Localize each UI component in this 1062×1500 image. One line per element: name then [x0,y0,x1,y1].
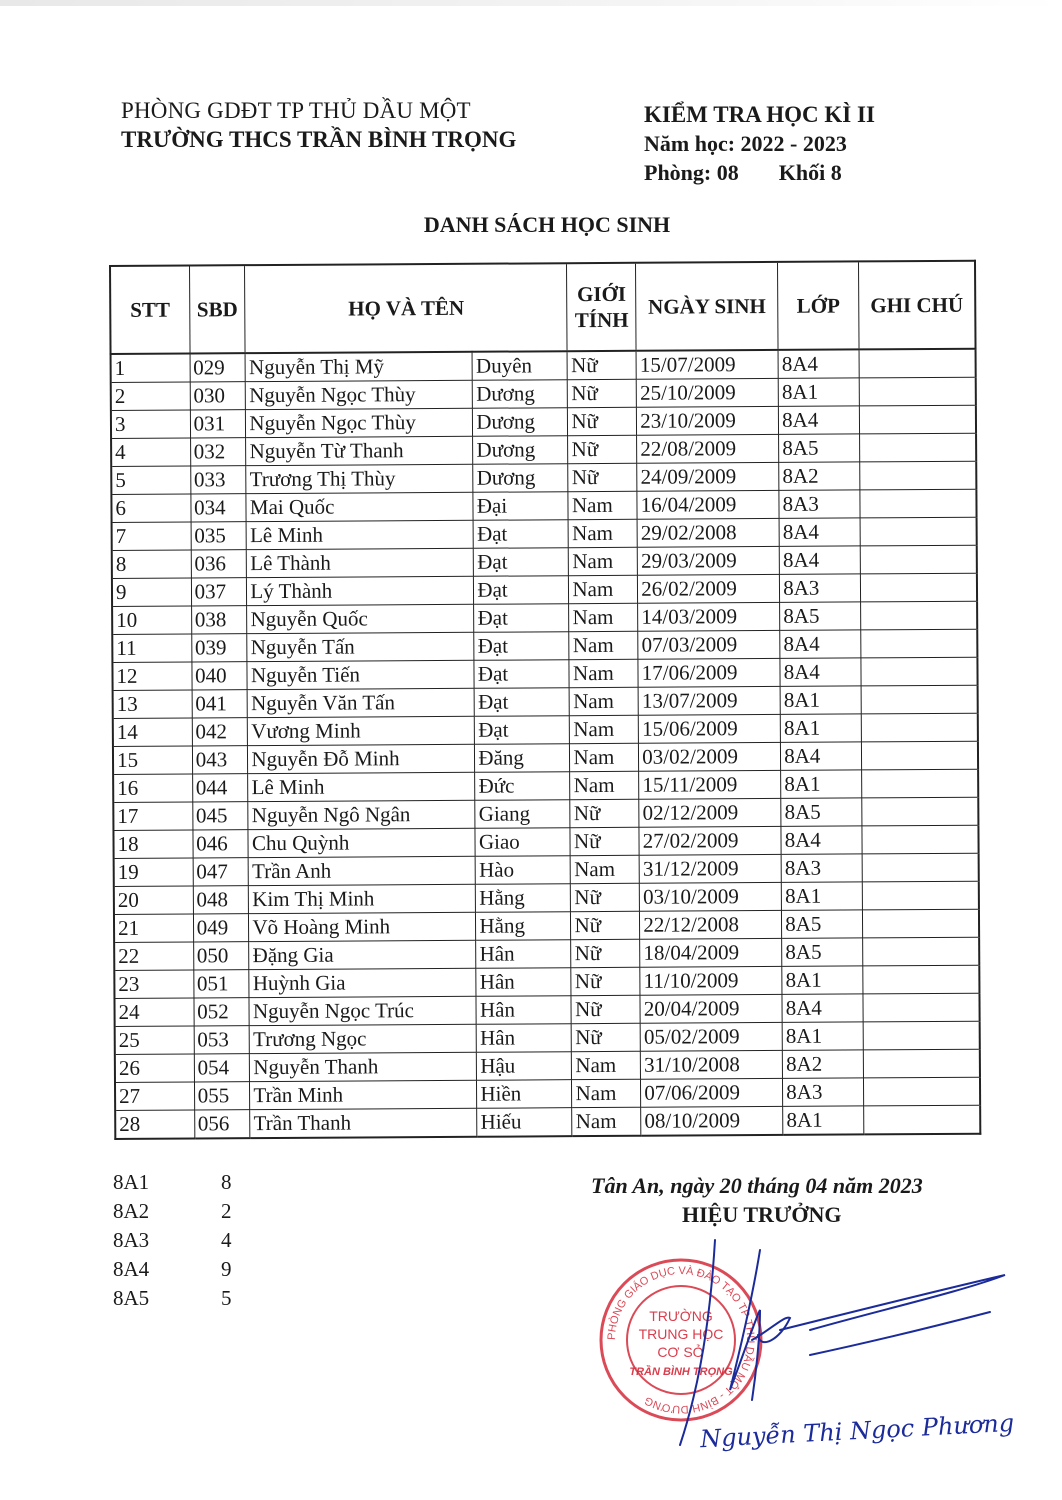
cell-sbd: 052 [194,998,250,1026]
cell-dob: 03/10/2009 [640,882,782,911]
cell-class: 8A4 [780,658,861,686]
cell-first-name: Đạt [474,576,569,605]
cell-stt: 24 [114,998,193,1026]
cell-first-name: Đăng [475,744,570,773]
cell-last-middle-name: Trần Minh [250,1080,477,1109]
cell-class: 8A4 [779,546,860,574]
cell-class: 8A4 [780,630,861,658]
cell-first-name: Đạt [474,632,569,661]
cell-note [860,517,977,546]
room-number: Phòng: 08 [644,160,739,185]
cell-gender: Nam [570,715,639,743]
cell-last-middle-name: Võ Hoàng Minh [249,912,476,941]
cell-sbd: 049 [193,914,249,942]
cell-class: 8A3 [783,1078,864,1106]
cell-first-name: Hân [476,968,571,997]
signer-name: Nguyễn Thị Ngọc Phương [699,1408,1015,1454]
cell-class: 8A2 [779,462,860,490]
cell-dob: 08/10/2009 [641,1106,783,1135]
cell-stt: 25 [115,1026,194,1054]
cell-last-middle-name: Chu Quỳnh [248,828,475,857]
cell-class: 8A5 [782,910,863,938]
cell-sbd: 056 [194,1110,250,1139]
cell-dob: 27/02/2009 [639,826,781,855]
cell-class: 8A3 [781,854,862,882]
cell-stt: 27 [115,1082,194,1110]
cell-gender: Nữ [568,379,637,407]
cell-dob: 26/02/2009 [638,574,780,603]
scan-top-edge [0,0,1062,6]
cell-gender: Nam [572,1079,641,1107]
cell-gender: Nữ [571,967,640,995]
stamp-line3: CƠ SỞ [657,1344,705,1360]
cell-first-name: Đạt [474,660,569,689]
cell-stt: 23 [114,970,193,998]
stamp-line4: TRẦN BÌNH TRỌNG [629,1366,733,1378]
cell-first-name: Hân [476,996,571,1025]
cell-gender: Nam [570,771,639,799]
cell-class: 8A5 [779,434,860,462]
cell-gender: Nam [571,855,640,883]
cell-last-middle-name: Huỳnh Gia [249,968,476,997]
school-name: TRƯỜNG THCS TRẦN BÌNH TRỌNG [121,127,517,152]
cell-stt: 15 [113,746,192,774]
cell-first-name: Dương [473,380,568,409]
summary-count: 4 [221,1228,232,1252]
table-header-row [110,261,976,354]
cell-note [862,853,979,882]
cell-sbd: 051 [193,970,249,998]
cell-class: 8A5 [782,938,863,966]
summary-row [113,1284,241,1313]
summary-class: 8A2 [113,1199,150,1223]
cell-stt: 1 [111,354,190,383]
cell-class: 8A1 [782,1022,863,1050]
cell-dob: 31/12/2009 [639,854,781,883]
cell-gender: Nam [570,687,639,715]
cell-stt: 19 [114,858,193,886]
cell-first-name: Hằng [476,912,571,941]
cell-first-name: Đạt [474,548,569,577]
cell-note [862,797,979,826]
summary-class: 8A3 [113,1228,150,1252]
cell-class: 8A4 [782,994,863,1022]
header-gender [567,263,636,351]
cell-dob: 02/12/2009 [639,798,781,827]
cell-note [859,433,976,462]
cell-note [863,1077,980,1106]
cell-dob: 22/08/2009 [637,434,779,463]
cell-sbd: 054 [194,1054,250,1082]
cell-note [859,349,976,378]
summary-count: 5 [221,1286,232,1310]
cell-stt: 28 [115,1110,194,1139]
cell-sbd: 041 [192,690,248,718]
cell-stt: 12 [112,662,191,690]
cell-first-name: Đạt [474,688,569,717]
cell-sbd: 034 [191,494,247,522]
cell-class: 8A3 [779,490,860,518]
cell-note [861,657,978,686]
header-dob: NGÀY SINH [636,262,778,351]
cell-note [863,1049,980,1078]
signer-title: HIỆU TRƯỞNG [682,1202,842,1227]
cell-last-middle-name: Mai Quốc [246,492,473,521]
cell-last-middle-name: Nguyễn Tấn [247,632,474,661]
cell-gender: Nữ [571,939,640,967]
exam-title: KIỂM TRA HỌC KÌ II [644,102,875,127]
cell-stt: 8 [112,550,191,578]
cell-class: 8A1 [780,686,861,714]
summary-class: 8A1 [113,1170,150,1194]
cell-sbd: 030 [190,382,246,410]
cell-gender: Nữ [570,799,639,827]
cell-stt: 9 [112,578,191,606]
cell-stt: 21 [114,914,193,942]
cell-note [859,405,976,434]
cell-note [861,629,978,658]
cell-last-middle-name: Nguyễn Thị Mỹ [245,352,472,382]
cell-sbd: 044 [192,774,248,802]
cell-note [862,909,979,938]
cell-sbd: 047 [193,858,249,886]
summary-row [113,1226,241,1255]
header-name: HỌ VÀ TÊN [245,263,568,353]
cell-stt: 13 [113,690,192,718]
cell-note [859,377,976,406]
cell-note [860,489,977,518]
cell-sbd: 040 [192,662,248,690]
header-note: GHI CHÚ [858,261,975,350]
summary-row [113,1168,241,1197]
cell-stt: 22 [114,942,193,970]
cell-first-name: Hậu [477,1052,572,1081]
cell-class: 8A5 [780,602,861,630]
room-grade-line [644,158,875,187]
cell-dob: 15/06/2009 [638,714,780,743]
cell-note [861,685,978,714]
cell-last-middle-name: Trần Thanh [250,1108,477,1138]
cell-gender: Nam [569,575,638,603]
cell-gender: Nam [568,491,637,519]
cell-stt: 2 [111,382,190,410]
cell-last-middle-name: Nguyễn Ngọc Trúc [249,996,476,1025]
summary-count: 8 [221,1170,232,1194]
cell-note [862,881,979,910]
cell-note [861,741,978,770]
cell-sbd: 037 [191,578,247,606]
summary-count: 9 [221,1257,232,1281]
class-summary [113,1168,241,1313]
summary-class: 8A5 [113,1286,150,1310]
cell-last-middle-name: Nguyễn Thanh [250,1052,477,1081]
cell-first-name: Đạt [475,716,570,745]
cell-first-name: Dương [473,464,568,493]
cell-dob: 14/03/2009 [638,602,780,631]
school-year: Năm học: 2022 - 2023 [644,131,847,156]
cell-gender: Nữ [571,995,640,1023]
document-title: DANH SÁCH HỌC SINH [423,212,671,237]
cell-last-middle-name: Kim Thị Minh [249,884,476,913]
cell-class: 8A1 [782,966,863,994]
cell-last-middle-name: Lê Thành [247,548,474,577]
cell-dob: 24/09/2009 [637,462,779,491]
cell-dob: 11/10/2009 [640,966,782,995]
cell-class: 8A4 [778,349,859,378]
cell-first-name: Giao [475,828,570,857]
cell-first-name: Giang [475,800,570,829]
cell-note [860,461,977,490]
cell-first-name: Đạt [474,604,569,633]
cell-class: 8A4 [779,518,860,546]
cell-stt: 16 [113,774,192,802]
cell-stt: 11 [112,634,191,662]
header-right [644,100,875,187]
cell-gender: Nam [570,743,639,771]
cell-first-name: Hân [477,1024,572,1053]
cell-first-name: Hiếu [477,1108,572,1137]
cell-note [861,713,978,742]
signing-date: Tân An, ngày 20 tháng 04 năm 2023 [591,1173,923,1198]
summary-row [113,1197,241,1226]
cell-last-middle-name: Nguyễn Ngọc Thùy [246,380,473,409]
cell-last-middle-name: Nguyễn Ngọc Thùy [246,408,473,437]
cell-stt: 7 [112,522,191,550]
cell-sbd: 048 [193,886,249,914]
cell-dob: 13/07/2009 [638,686,780,715]
cell-note [863,1021,980,1050]
cell-stt: 4 [111,438,190,466]
header-class: LỚP [778,261,859,349]
cell-stt: 20 [114,886,193,914]
cell-sbd: 045 [192,802,248,830]
cell-gender: Nữ [568,435,637,463]
table-body [111,349,981,1139]
summary-row [113,1255,241,1284]
cell-gender: Nam [569,547,638,575]
cell-gender: Nam [569,631,638,659]
cell-sbd: 046 [193,830,249,858]
cell-class: 8A4 [779,406,860,434]
cell-dob: 22/12/2008 [640,910,782,939]
cell-sbd: 029 [190,353,246,382]
cell-first-name: Duyên [472,351,567,380]
cell-last-middle-name: Trần Anh [249,856,476,885]
cell-last-middle-name: Nguyễn Từ Thanh [246,436,473,465]
cell-first-name: Dương [473,408,568,437]
cell-gender: Nam [569,519,638,547]
cell-gender: Nữ [568,351,637,380]
cell-last-middle-name: Lý Thành [247,576,474,605]
cell-last-middle-name: Nguyễn Quốc [247,604,474,633]
cell-note [860,601,977,630]
summary-count: 2 [221,1199,232,1223]
cell-sbd: 035 [191,522,247,550]
cell-stt: 6 [111,494,190,522]
cell-class: 8A1 [781,882,862,910]
cell-class: 8A1 [778,378,859,406]
cell-last-middle-name: Nguyễn Ngô Ngân [248,800,475,829]
cell-note [863,937,980,966]
cell-note [863,965,980,994]
cell-last-middle-name: Nguyễn Văn Tấn [247,688,474,717]
department-name: PHÒNG GDĐT TP THỦ DẦU MỘT [121,98,471,123]
cell-stt: 17 [113,802,192,830]
cell-last-middle-name: Trương Thị Thùy [246,464,473,493]
cell-last-middle-name: Đặng Gia [249,940,476,969]
grade-level: Khối 8 [778,160,842,185]
cell-stt: 14 [113,718,192,746]
cell-class: 8A5 [781,798,862,826]
cell-first-name: Hiền [477,1080,572,1109]
cell-dob: 16/04/2009 [637,490,779,519]
cell-gender: Nữ [571,911,640,939]
cell-dob: 29/03/2009 [637,546,779,575]
cell-note [862,769,979,798]
cell-note [862,825,979,854]
cell-first-name: Đức [475,772,570,801]
cell-first-name: Dương [473,436,568,465]
cell-gender: Nữ [568,407,637,435]
cell-dob: 17/06/2009 [638,658,780,687]
cell-stt: 3 [111,410,190,438]
cell-last-middle-name: Nguyễn Tiến [247,660,474,689]
cell-gender: Nam [569,603,638,631]
cell-class: 8A3 [780,574,861,602]
cell-note [864,1105,981,1134]
cell-class: 8A1 [781,770,862,798]
cell-class: 8A4 [781,742,862,770]
cell-class: 8A2 [782,1050,863,1078]
cell-dob: 31/10/2008 [641,1050,783,1079]
cell-sbd: 033 [190,466,246,494]
cell-gender: Nam [569,659,638,687]
cell-first-name: Đại [473,492,568,521]
cell-dob: 15/11/2009 [639,770,781,799]
cell-dob: 23/10/2009 [637,406,779,435]
stamp-line2: TRUNG HỌC [638,1326,724,1342]
cell-class: 8A1 [780,714,861,742]
cell-gender: Nam [572,1107,641,1136]
cell-last-middle-name: Lê Minh [246,520,473,549]
cell-class: 8A1 [783,1106,864,1135]
cell-sbd: 053 [194,1026,250,1054]
header-gender-line1: GIỚI [576,281,627,307]
cell-sbd: 055 [194,1082,250,1110]
header-stt: STT [110,266,190,354]
cell-sbd: 043 [192,746,248,774]
cell-dob: 03/02/2009 [639,742,781,771]
cell-sbd: 036 [191,550,247,578]
cell-first-name: Hân [476,940,571,969]
cell-first-name: Hằng [476,884,571,913]
cell-gender: Nam [572,1051,641,1079]
stamp-line1: TRƯỜNG [649,1308,713,1324]
header-gender-line2: TÍNH [574,307,629,333]
cell-sbd: 050 [193,942,249,970]
summary-class: 8A4 [113,1257,150,1281]
student-table [109,260,981,1140]
cell-sbd: 038 [191,606,247,634]
cell-gender: Nữ [570,827,639,855]
cell-first-name: Hào [475,856,570,885]
header-sbd: SBD [189,265,245,353]
cell-last-middle-name: Trương Ngọc [250,1024,477,1053]
cell-dob: 25/10/2009 [636,378,778,407]
cell-last-middle-name: Vương Minh [248,716,475,745]
cell-sbd: 032 [190,438,246,466]
cell-sbd: 042 [192,718,248,746]
cell-stt: 26 [115,1054,194,1082]
cell-first-name: Đạt [473,520,568,549]
cell-dob: 07/06/2009 [641,1078,783,1107]
cell-stt: 10 [112,606,191,634]
table-row [115,1105,980,1139]
cell-last-middle-name: Lê Minh [248,772,475,801]
cell-dob: 15/07/2009 [636,350,778,379]
cell-stt: 18 [113,830,192,858]
cell-dob: 05/02/2009 [640,1022,782,1051]
cell-dob: 07/03/2009 [638,630,780,659]
header-left [121,96,516,154]
cell-sbd: 039 [191,634,247,662]
cell-gender: Nữ [571,883,640,911]
cell-note [860,573,977,602]
cell-sbd: 031 [190,410,246,438]
cell-class: 8A4 [781,826,862,854]
cell-dob: 29/02/2008 [637,518,779,547]
cell-note [863,993,980,1022]
cell-stt: 5 [111,466,190,494]
cell-last-middle-name: Nguyễn Đỗ Minh [248,744,475,773]
cell-note [860,545,977,574]
cell-dob: 20/04/2009 [640,994,782,1023]
cell-gender: Nữ [572,1023,641,1051]
stamp-ring-text: PHÒNG GIÁO DỤC VÀ ĐÀO TẠO TP THỦ DẦU MỘT - BÌNH DƯƠNG [605,1264,757,1416]
cell-dob: 18/04/2009 [640,938,782,967]
cell-gender: Nữ [568,463,637,491]
